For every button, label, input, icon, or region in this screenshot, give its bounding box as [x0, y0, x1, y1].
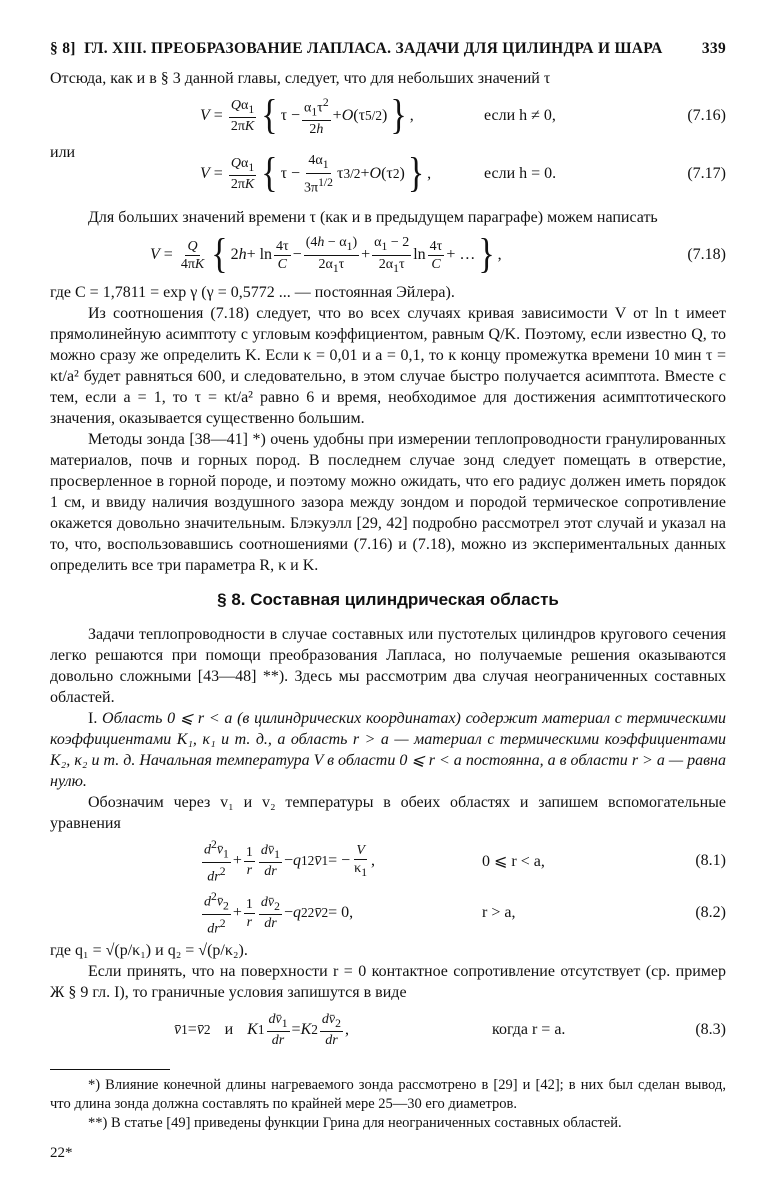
equation-7-16-condition: если h ≠ 0, — [484, 107, 556, 124]
paragraph-9: где q₁ = √(p/κ₁) и q₂ = √(p/κ₂). — [50, 942, 248, 959]
equation-8-1 — [50, 836, 726, 886]
case-number: I. — [88, 710, 98, 727]
case-statement: Область 0 ⩽ r < a (в цилиндрических координатах) содержит материал с термическими коэффициентами K₁, κ₁ и т. д., а область r > a — материал с термическими коэффициентами K₂, κ₂ и т. д. Начальная температура V в области 0 ⩽ r < a постоянна, а в области r > a — равна нулю. — [50, 710, 726, 790]
equation-7-16-number: (7.16) — [687, 107, 726, 124]
paragraph-6: Задачи теплопроводности в случае составных или пустотелых цилиндров кругового сечения легко решаются при помощи преобразования Лапласа, но получаемые решения оказываются довольно сложными [43—48] **). Здесь мы рассмотрим два случая неограниченных составных областей. — [50, 626, 726, 706]
paragraph-2: Для больших значений времени τ (как и в предыдущем параграфе) можем написать — [88, 209, 658, 226]
equation-8-2-number: (8.2) — [695, 904, 726, 921]
equation-8-3-number: (8.3) — [695, 1021, 726, 1038]
equation-8-2 — [50, 888, 726, 938]
equation-8-3 — [50, 1005, 726, 1055]
footnote-2: **) В статье [49] приведены функции Грина для неограниченных составных областей. — [88, 1115, 622, 1131]
paragraph-8: Обозначим через v₁ и v₂ температуры в обеих областях и запишем вспомогательные уравнения — [50, 794, 726, 832]
paragraph-7 — [50, 708, 726, 792]
equation-8-3-and: и — [224, 1021, 234, 1038]
equation-8-1-condition: 0 ⩽ r < a, — [482, 853, 545, 870]
signature-mark: 22* — [50, 1145, 73, 1161]
paragraph-5: Методы зонда [38—41] *) очень удобны при измерении теплопроводности гранулированных материалов, почв и горных пород. В последнем случае зонд следует помещать в отверстие, просверленное в горной породе, и поэтому можно ожидать, что его радиус должен иметь порядок 1 см, и ввиду наличия воздушного зазора между зондом и породой термическое сопротивление окажется довольно значительным. Блэкуэлл [29, 42] подробно рассмотрел этот случай и указал на то, что, воспользовавшись соотношениями (7.16) и (7.18), можно из экспериментальных данных определить все три параметра R, κ и K. — [50, 431, 726, 574]
equation-7-18 — [50, 230, 726, 280]
paragraph-10: Если принять, что на поверхности r = 0 контактное сопротивление отсутствует (ср. пример Ж § 9 гл. I), то граничные условия запишутся в виде — [50, 963, 726, 1001]
equation-8-3-body: v̄ 1 = v̄ 2 и K 1 $\frac{dv̄_1}{dr}$ = K 2 $\frac{dv̄_2}{dr}$ , — [174, 1011, 349, 1049]
equation-8-2-condition: r > a, — [482, 904, 516, 921]
equation-7-17-number: (7.17) — [687, 165, 726, 182]
paragraph-3: где C = 1,7811 = exp γ (γ = 0,5772 ... — постоянная Эйлера). — [50, 284, 455, 301]
header-page-number: 339 — [701, 40, 726, 57]
paragraph-1: Отсюда, как и в § 3 данной главы, следует, что для небольших значений τ — [50, 70, 551, 87]
equation-8-2-body: $\frac{d^2v̄_2}{dr^2}$ + $\frac{1}{r}$ $\frac{dv̄_2}{dr}$ − q 2 2 v̄ 2 = 0, — [204, 889, 354, 938]
paragraph-4: Из соотношения (7.18) следует, что во всех случаях кривая зависимости V от ln t имеет прямолинейную асимптоту с угловым коэффициентом, равным Q/K. Поэтому, если известно Q, то можно сразу же определить K. Если κ = 0,01 и a = 0,1, то к концу промежутка времени 10 мин τ = κt/a² будет равняться 600, и следовательно, в этом случае быстро получается асимптота. Вместе с тем, если a = 1, то τ = κt/a² равно 6 и время, необходимое для достижения асимптотического значения, оказывается существенно большим. — [50, 305, 726, 427]
header-title: ГЛ. XIII. ПРЕОБРАЗОВАНИЕ ЛАПЛАСА. ЗАДАЧИ ДЛЯ ЦИЛИНДРА И ШАРА — [84, 40, 663, 57]
equation-7-18-number: (7.18) — [687, 246, 726, 263]
footnote-rule — [50, 1069, 170, 1076]
equation-7-17-condition: если h = 0. — [484, 165, 557, 182]
running-header — [50, 40, 726, 58]
equation-7-16-body: V = $\frac{Q\alpha_1}{2\pi K}$ { τ − $\frac{\alpha_1\tau^2}{2h}$ + O (τ 5/2 ) } , — [200, 92, 414, 139]
equation-8-1-number: (8.1) — [695, 852, 726, 869]
or-word: или — [50, 144, 76, 161]
section-title: § 8. Составная цилиндрическая область — [217, 590, 559, 609]
page — [50, 40, 726, 1162]
header-section: § 8] ГЛ. XIII. ПРЕОБРАЗОВАНИЕ ЛАПЛАСА. ЗАДАЧИ ДЛЯ ЦИЛИНДРА И ШАРА — [50, 40, 663, 57]
equation-7-17-body: V = $\frac{Q\alpha_1}{2\pi K}$ { τ − $\frac{4\alpha_1}{3\pi^{1/2}}$ τ 3/2 + O (τ 2 ) } , — [200, 150, 432, 197]
equation-7-18-body: V = $\frac{Q}{4\pi K}$ { 2 h + ln $\frac{4\tau}{C}$ − $\frac{(4h - \alpha_1)}{2\alpha_1\tau}$ + $\frac{\alpha_1 - 2}{2\alpha_1\tau}$ ln $\frac{4\tau}{C}$ + … } , — [150, 231, 502, 278]
equation-8-3-condition: когда r = a. — [492, 1021, 566, 1038]
equation-7-17 — [50, 149, 726, 199]
equation-7-16 — [50, 91, 726, 141]
footnote-1: *) Влияние конечной длины нагреваемого зонда рассмотрено в [29] и [42]; в них был сделан вывод, что длина зонда должна составлять по крайней мере 25—30 его диаметров. — [50, 1077, 726, 1112]
equation-8-1-body: $\frac{d^2v̄_1}{dr^2}$ + $\frac{1}{r}$ $\frac{dv̄_1}{dr}$ − q 1 2 v̄ 1 = − $\frac{V}{\kappa_1}$ , — [204, 837, 376, 886]
